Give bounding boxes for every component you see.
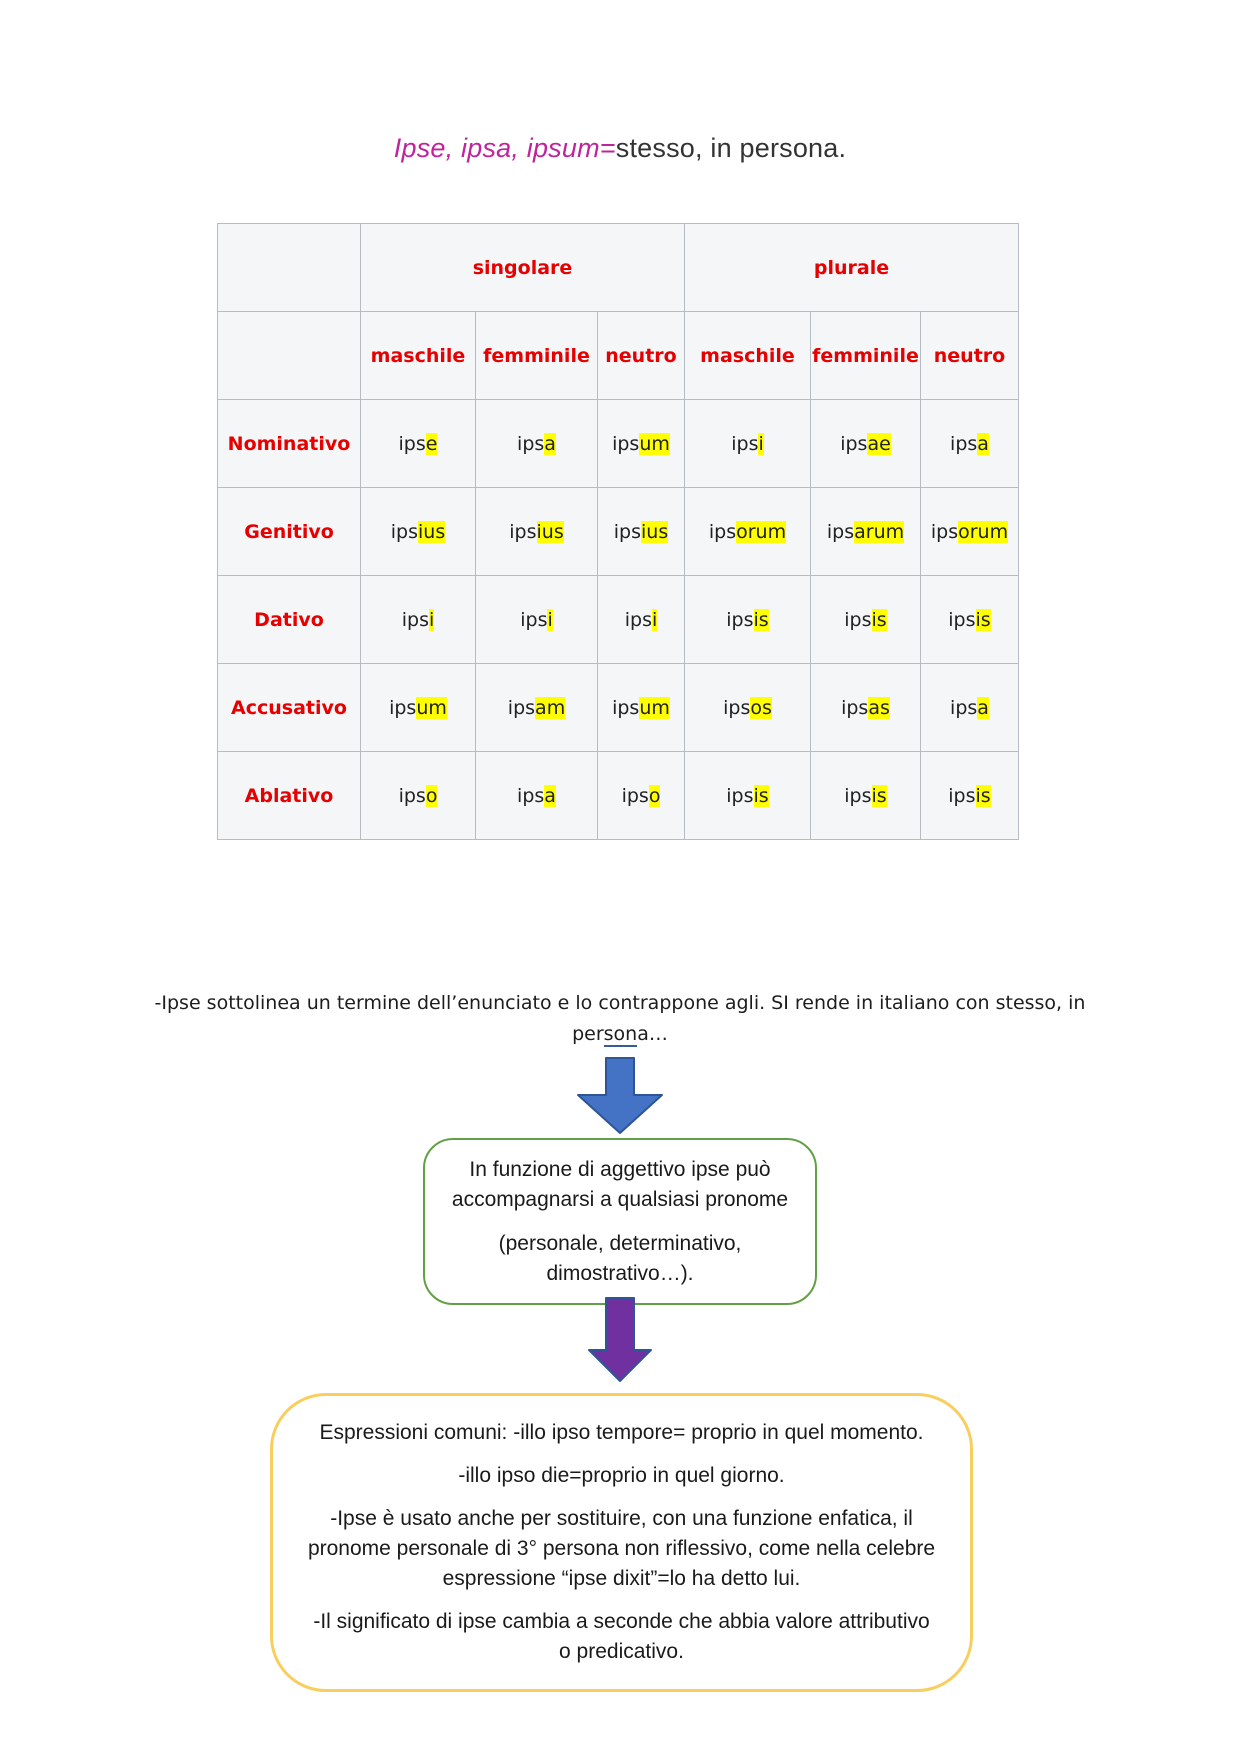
decl-cell	[685, 576, 811, 664]
case-label-nominativo: Nominativo	[218, 400, 361, 488]
word-ending-highlight: am	[535, 696, 566, 719]
word-stem: ips	[948, 608, 976, 631]
decl-cell	[361, 664, 476, 752]
table-row-dativo	[218, 576, 1019, 664]
corner-cell-2	[218, 312, 361, 400]
word-ending-highlight: a	[977, 696, 989, 719]
header-plurale: plurale	[685, 224, 1019, 312]
decl-cell	[921, 488, 1019, 576]
case-label-ablativo: Ablativo	[218, 752, 361, 840]
word-stem: ips	[398, 784, 426, 807]
decl-cell	[361, 752, 476, 840]
decl-cell	[811, 400, 921, 488]
word-stem: ips	[613, 520, 641, 543]
decl-cell	[921, 752, 1019, 840]
intro-line-2	[115, 1019, 1125, 1050]
corner-cell	[218, 224, 361, 312]
word-stem: ips	[844, 784, 872, 807]
word-ending-highlight: a	[544, 784, 556, 807]
case-label-dativo: Dativo	[218, 576, 361, 664]
word-ending-highlight: i	[547, 608, 553, 631]
word-stem: ips	[517, 432, 545, 455]
word-stem: ips	[723, 696, 751, 719]
word-ending-highlight: i	[651, 608, 658, 631]
word-ending-highlight: i	[758, 432, 764, 455]
intro-line-2-post: a…	[637, 1023, 668, 1045]
word-ending-highlight: is	[753, 784, 769, 807]
case-label-accusativo: Accusativo	[218, 664, 361, 752]
word-stem: ips	[844, 608, 872, 631]
header-maschile-plur: maschile	[685, 312, 811, 400]
word-ending-highlight: a	[544, 432, 556, 455]
header-singolare: singolare	[361, 224, 685, 312]
decl-cell	[811, 576, 921, 664]
decl-cell	[598, 400, 685, 488]
word-ending-highlight: a	[977, 432, 989, 455]
decl-cell	[811, 488, 921, 576]
spellcheck-underline: son	[603, 1023, 638, 1045]
header-femminile-plur: femminile	[811, 312, 921, 400]
page-title	[0, 133, 1240, 164]
word-ending-highlight: is	[871, 608, 887, 631]
word-ending-highlight: um	[416, 696, 447, 719]
yellow-box-paragraph-4: -Il significato di ipse cambia a seconde che abbia valore attributivo o predicativo.	[313, 1610, 930, 1663]
intro-line-2-pre: per	[572, 1023, 604, 1045]
word-stem: ips	[389, 696, 417, 719]
word-stem: ips	[509, 520, 537, 543]
case-label-genitivo: Genitivo	[218, 488, 361, 576]
word-ending-highlight: orum	[736, 520, 787, 543]
decl-cell	[476, 752, 598, 840]
green-box-paragraph-2: (personale, determinativo, dimostrativo…).	[498, 1231, 742, 1285]
intro-paragraph	[115, 988, 1125, 1050]
intro-line-1: -Ipse sottolinea un termine dell’enunciato e lo contrappone agli. SI rende in italiano con stesso, in	[154, 992, 1086, 1014]
decl-cell	[476, 664, 598, 752]
word-stem: ips	[390, 520, 418, 543]
word-stem: ips	[950, 696, 978, 719]
decl-cell	[476, 576, 598, 664]
word-stem: ips	[841, 696, 869, 719]
header-neutro-sing: neutro	[598, 312, 685, 400]
word-ending-highlight: is	[871, 784, 887, 807]
header-neutro-plur: neutro	[921, 312, 1019, 400]
header-femminile-sing: femminile	[476, 312, 598, 400]
decl-cell	[361, 488, 476, 576]
word-stem: ips	[826, 520, 855, 543]
word-stem: ips	[948, 784, 976, 807]
word-ending-highlight: as	[868, 696, 890, 719]
yellow-box-paragraph-1: Espressioni comuni: -illo ipso tempore= proprio in quel momento.	[319, 1421, 924, 1444]
word-stem: ips	[726, 784, 754, 807]
table-row-accusativo	[218, 664, 1019, 752]
decl-cell	[598, 752, 685, 840]
common-expressions-box	[270, 1393, 973, 1692]
decl-cell	[921, 576, 1019, 664]
adjective-function-box	[423, 1138, 817, 1305]
word-ending-highlight: e	[425, 432, 438, 455]
word-ending-highlight: is	[975, 784, 991, 807]
decl-cell	[476, 400, 598, 488]
green-box-paragraph-1: In funzione di aggettivo ipse può accompagnarsi a qualsiasi pronome	[451, 1157, 789, 1211]
yellow-box-paragraph-3: -Ipse è usato anche per sostituire, con una funzione enfatica, il pronome personale di 3° persona non riflessivo, come nella celebre espressione “ipse dixit”=lo ha detto lui.	[307, 1507, 936, 1590]
decl-cell	[811, 664, 921, 752]
decl-cell	[361, 400, 476, 488]
word-ending-highlight: um	[639, 432, 670, 455]
word-ending-highlight: ius	[418, 520, 446, 543]
down-arrow-blue	[577, 1057, 663, 1134]
decl-cell	[598, 664, 685, 752]
word-stem: ips	[731, 432, 759, 455]
word-stem: ips	[517, 784, 545, 807]
table-row-gender-header	[218, 312, 1019, 400]
word-stem: ips	[507, 696, 536, 719]
decl-cell	[685, 400, 811, 488]
word-ending-highlight: i	[428, 608, 435, 631]
table-row-ablativo	[218, 752, 1019, 840]
word-stem: ips	[950, 432, 978, 455]
word-ending-highlight: is	[975, 608, 991, 631]
word-stem: ips	[520, 608, 548, 631]
word-ending-highlight: o	[648, 784, 661, 807]
arrow-down-icon	[588, 1297, 652, 1382]
decl-cell	[685, 488, 811, 576]
word-ending-highlight: orum	[958, 520, 1009, 543]
word-stem: ips	[612, 696, 640, 719]
word-stem: ips	[612, 432, 640, 455]
down-arrow-purple	[588, 1297, 652, 1382]
decl-cell	[476, 488, 598, 576]
word-stem: ips	[930, 520, 959, 543]
title-latin-phrase: Ipse, ipsa, ipsum=	[393, 133, 616, 163]
word-ending-highlight: o	[425, 784, 438, 807]
decl-cell	[598, 488, 685, 576]
word-stem: ips	[840, 432, 868, 455]
header-maschile-sing: maschile	[361, 312, 476, 400]
word-ending-highlight: is	[753, 608, 769, 631]
declension-table	[217, 223, 1019, 840]
yellow-box-paragraph-2: -illo ipso die=proprio in quel giorno.	[458, 1464, 785, 1487]
word-stem: ips	[398, 432, 426, 455]
arrow-down-icon	[577, 1057, 663, 1134]
table-row-nominativo	[218, 400, 1019, 488]
table-row-genitivo	[218, 488, 1019, 576]
word-ending-highlight: os	[750, 696, 772, 719]
word-ending-highlight: ius	[641, 520, 669, 543]
word-stem: ips	[624, 608, 652, 631]
word-ending-highlight: um	[639, 696, 670, 719]
decl-cell	[361, 576, 476, 664]
word-stem: ips	[621, 784, 649, 807]
word-ending-highlight: ius	[536, 520, 564, 543]
decl-cell	[921, 400, 1019, 488]
decl-cell	[598, 576, 685, 664]
word-stem: ips	[708, 520, 737, 543]
word-stem: ips	[401, 608, 429, 631]
table-row-number-header	[218, 224, 1019, 312]
word-ending-highlight: arum	[854, 520, 905, 543]
decl-cell	[685, 664, 811, 752]
decl-cell	[921, 664, 1019, 752]
word-ending-highlight: ae	[867, 432, 891, 455]
word-stem: ips	[726, 608, 754, 631]
decl-cell	[811, 752, 921, 840]
decl-cell	[685, 752, 811, 840]
title-translation: stesso, in persona.	[615, 133, 847, 163]
